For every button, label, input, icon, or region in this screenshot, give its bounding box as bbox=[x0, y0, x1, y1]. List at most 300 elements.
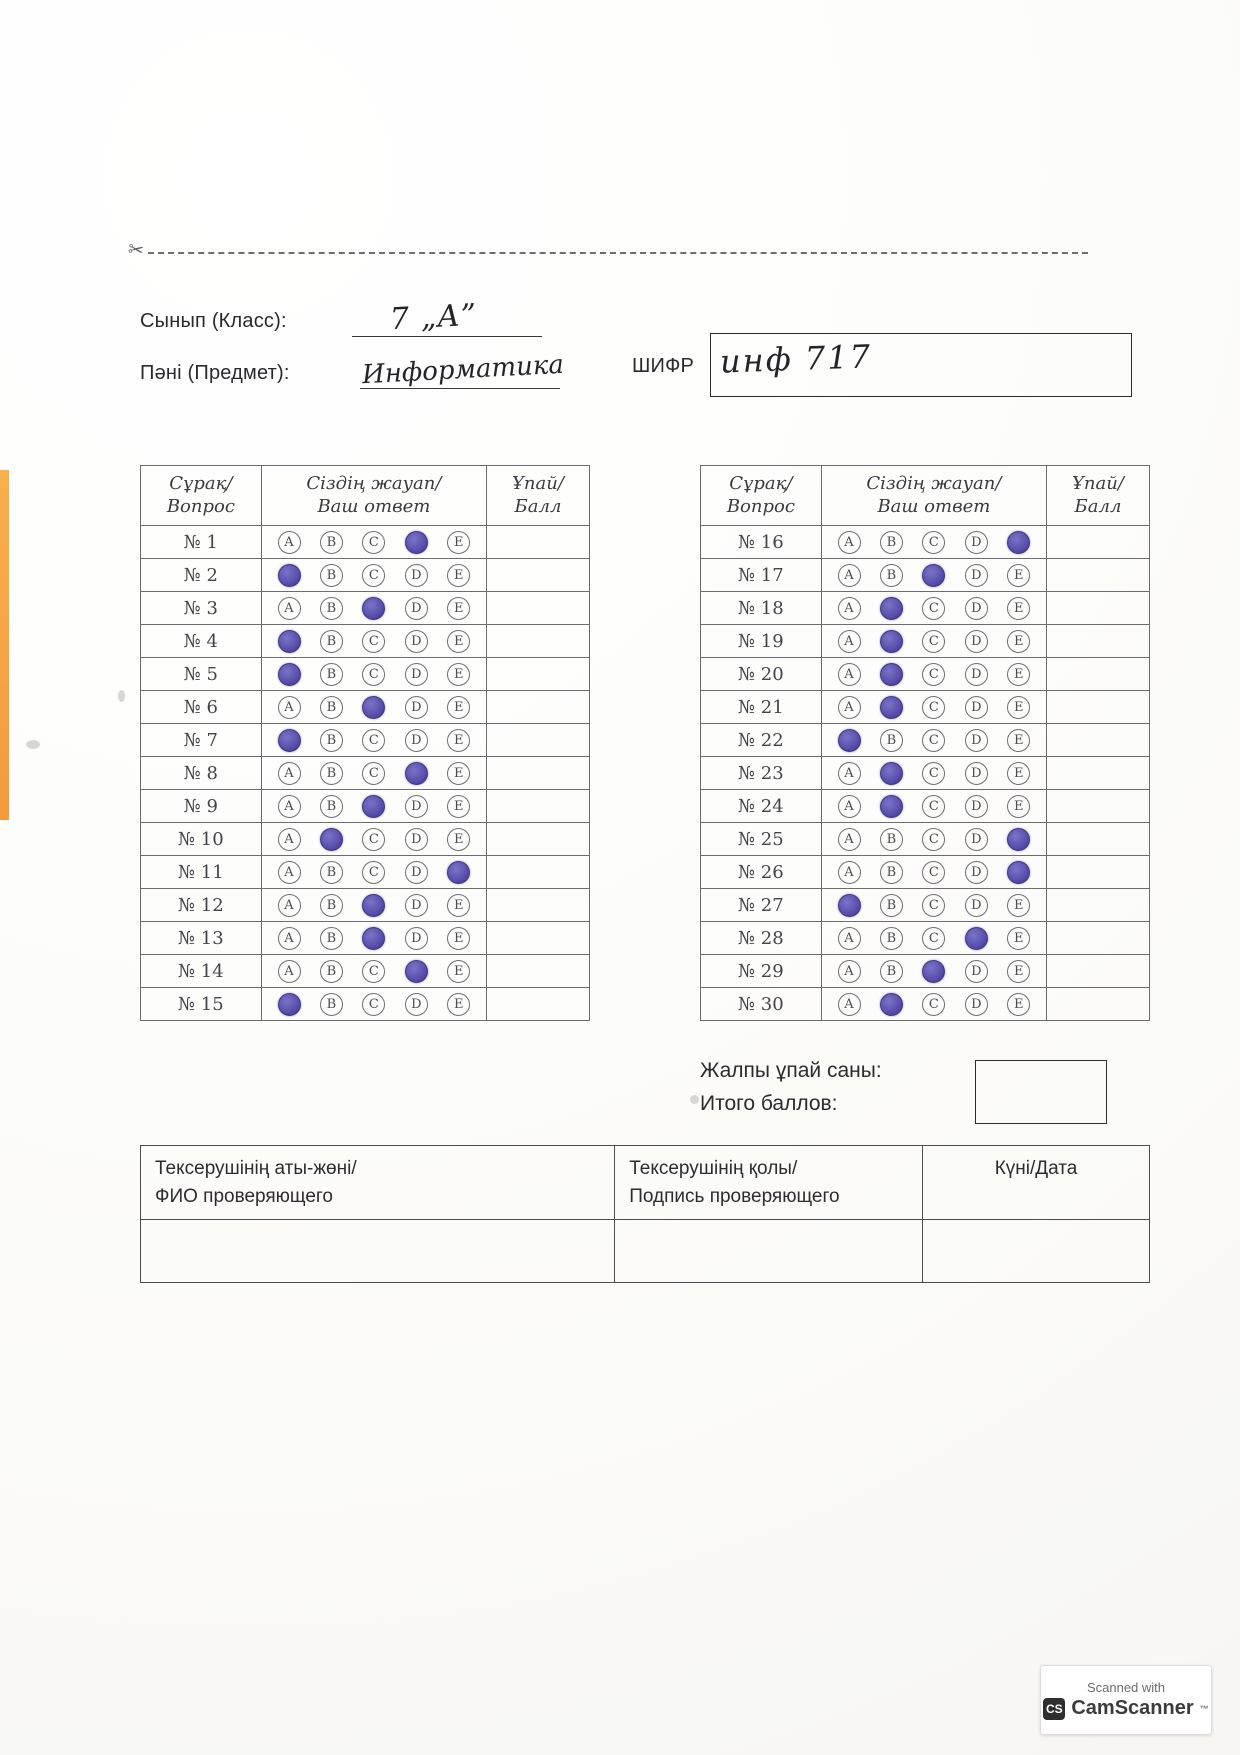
score-cell[interactable] bbox=[486, 922, 589, 955]
answer-bubbles bbox=[261, 988, 486, 1021]
answer-bubble-c[interactable]: C bbox=[922, 597, 945, 620]
answer-bubble-b[interactable] bbox=[880, 696, 903, 719]
question-number: № 21 bbox=[701, 691, 822, 724]
answer-bubble-a[interactable] bbox=[278, 663, 301, 686]
cut-line bbox=[148, 252, 1088, 256]
answer-bubble-d[interactable]: D bbox=[405, 564, 428, 587]
answer-bubble-b[interactable]: B bbox=[880, 531, 903, 554]
table-row bbox=[701, 856, 1150, 889]
answer-bubbles bbox=[261, 922, 486, 955]
checker-date-value[interactable] bbox=[923, 1220, 1150, 1283]
answer-bubble-e[interactable]: E bbox=[1007, 993, 1030, 1016]
answer-bubble-d[interactable]: D bbox=[965, 663, 988, 686]
answer-bubble-c[interactable]: C bbox=[922, 762, 945, 785]
answer-bubble-b[interactable] bbox=[880, 762, 903, 785]
answer-bubble-a[interactable]: A bbox=[838, 630, 861, 653]
answer-bubbles bbox=[821, 922, 1046, 955]
answer-bubble-d[interactable]: D bbox=[965, 597, 988, 620]
answer-bubble-b[interactable]: B bbox=[320, 993, 343, 1016]
answer-bubble-d[interactable]: D bbox=[405, 927, 428, 950]
answer-bubble-d[interactable]: D bbox=[405, 597, 428, 620]
answer-bubble-e[interactable]: E bbox=[447, 630, 470, 653]
answer-bubble-b[interactable] bbox=[320, 828, 343, 851]
score-cell[interactable] bbox=[1046, 625, 1149, 658]
answer-bubble-d[interactable] bbox=[405, 531, 428, 554]
answer-bubble-a[interactable]: A bbox=[838, 696, 861, 719]
answer-bubble-d[interactable]: D bbox=[965, 696, 988, 719]
answer-bubble-e[interactable]: E bbox=[1007, 696, 1030, 719]
table-row bbox=[141, 691, 590, 724]
score-cell[interactable] bbox=[486, 757, 589, 790]
answer-bubble-c[interactable] bbox=[362, 795, 385, 818]
answer-bubble-a[interactable]: A bbox=[838, 663, 861, 686]
question-number: № 14 bbox=[141, 955, 262, 988]
header-answer bbox=[821, 466, 1046, 526]
table-row bbox=[701, 823, 1150, 856]
answer-bubble-d[interactable]: D bbox=[965, 894, 988, 917]
answer-bubble-c[interactable]: C bbox=[922, 828, 945, 851]
score-cell[interactable] bbox=[1046, 790, 1149, 823]
answer-bubbles bbox=[261, 823, 486, 856]
answer-bubble-a[interactable]: A bbox=[278, 894, 301, 917]
header-score-ru: Балл bbox=[1074, 495, 1122, 517]
question-number: № 17 bbox=[701, 559, 822, 592]
answer-bubble-c[interactable]: C bbox=[362, 729, 385, 752]
question-number: № 8 bbox=[141, 757, 262, 790]
question-number: № 10 bbox=[141, 823, 262, 856]
answer-bubble-a[interactable] bbox=[838, 729, 861, 752]
question-number: № 22 bbox=[701, 724, 822, 757]
header-question-ru: Вопрос bbox=[726, 495, 795, 517]
checker-name-header bbox=[141, 1146, 615, 1220]
answer-bubble-c[interactable]: C bbox=[922, 927, 945, 950]
answer-bubble-b[interactable]: B bbox=[320, 696, 343, 719]
answer-bubble-a[interactable]: A bbox=[278, 597, 301, 620]
answer-bubble-b[interactable]: B bbox=[320, 927, 343, 950]
answer-bubble-e[interactable] bbox=[1007, 861, 1030, 884]
question-number: № 15 bbox=[141, 988, 262, 1021]
score-cell[interactable] bbox=[486, 724, 589, 757]
table-row bbox=[141, 988, 590, 1021]
question-number: № 9 bbox=[141, 790, 262, 823]
answer-bubble-d[interactable]: D bbox=[405, 795, 428, 818]
answer-bubble-a[interactable]: A bbox=[278, 927, 301, 950]
class-label: Сынып (Класс): bbox=[140, 310, 287, 332]
header-score-kk: Ұпай/ bbox=[512, 473, 564, 494]
answer-bubbles bbox=[261, 559, 486, 592]
answer-bubble-c[interactable]: C bbox=[922, 696, 945, 719]
answer-bubble-e[interactable]: E bbox=[1007, 630, 1030, 653]
answer-bubble-e[interactable]: E bbox=[1007, 564, 1030, 587]
score-cell[interactable] bbox=[486, 823, 589, 856]
header-answer-ru: Ваш ответ bbox=[317, 495, 431, 517]
answer-bubble-a[interactable]: A bbox=[838, 795, 861, 818]
answer-bubble-c[interactable]: C bbox=[362, 531, 385, 554]
question-number: № 18 bbox=[701, 592, 822, 625]
answer-bubble-d[interactable]: D bbox=[405, 729, 428, 752]
answer-bubble-a[interactable] bbox=[278, 729, 301, 752]
answer-bubble-b[interactable]: B bbox=[880, 894, 903, 917]
question-number: № 25 bbox=[701, 823, 822, 856]
answer-bubble-e[interactable]: E bbox=[447, 696, 470, 719]
shifr-handwritten-value: инф 717 bbox=[719, 337, 873, 381]
checker-sign-ru: Подпись проверяющего bbox=[629, 1185, 840, 1207]
question-number: № 26 bbox=[701, 856, 822, 889]
answer-bubble-e[interactable]: E bbox=[1007, 894, 1030, 917]
answer-bubble-e[interactable]: E bbox=[447, 564, 470, 587]
answer-bubbles bbox=[821, 625, 1046, 658]
answer-bubble-d[interactable] bbox=[405, 960, 428, 983]
score-cell[interactable] bbox=[1046, 691, 1149, 724]
answer-bubble-b[interactable]: B bbox=[320, 663, 343, 686]
answer-bubble-d[interactable]: D bbox=[965, 531, 988, 554]
table-row bbox=[701, 691, 1150, 724]
answer-bubble-d[interactable]: D bbox=[405, 663, 428, 686]
header-score-kk: Ұпай/ bbox=[1072, 473, 1124, 494]
answer-bubble-e[interactable]: E bbox=[1007, 597, 1030, 620]
answer-bubble-d[interactable]: D bbox=[965, 960, 988, 983]
answer-bubble-c[interactable]: C bbox=[362, 861, 385, 884]
answer-bubble-a[interactable]: A bbox=[278, 960, 301, 983]
answer-bubble-d[interactable] bbox=[405, 762, 428, 785]
score-cell[interactable] bbox=[486, 592, 589, 625]
score-cell[interactable] bbox=[486, 559, 589, 592]
answer-bubble-a[interactable] bbox=[838, 894, 861, 917]
answer-bubble-a[interactable]: A bbox=[278, 828, 301, 851]
table-row bbox=[141, 559, 590, 592]
score-cell[interactable] bbox=[1046, 724, 1149, 757]
score-cell[interactable] bbox=[1046, 757, 1149, 790]
score-cell[interactable] bbox=[1046, 658, 1149, 691]
total-score-box[interactable] bbox=[975, 1060, 1107, 1124]
checker-value-row bbox=[141, 1220, 1150, 1283]
question-number: № 7 bbox=[141, 724, 262, 757]
camscanner-logo-icon: CS bbox=[1043, 1698, 1065, 1720]
table-row bbox=[701, 889, 1150, 922]
answer-bubble-e[interactable]: E bbox=[447, 597, 470, 620]
table-row bbox=[701, 955, 1150, 988]
answer-bubbles bbox=[261, 856, 486, 889]
score-cell[interactable] bbox=[486, 790, 589, 823]
answer-bubble-b[interactable]: B bbox=[880, 861, 903, 884]
answer-bubble-e[interactable]: E bbox=[447, 927, 470, 950]
answer-bubble-a[interactable] bbox=[278, 993, 301, 1016]
answer-bubble-e[interactable]: E bbox=[1007, 762, 1030, 785]
answer-bubble-b[interactable]: B bbox=[320, 894, 343, 917]
score-cell[interactable] bbox=[486, 856, 589, 889]
answer-bubble-a[interactable]: A bbox=[278, 696, 301, 719]
table-row bbox=[141, 526, 590, 559]
score-cell[interactable] bbox=[1046, 988, 1149, 1021]
answer-bubble-c[interactable]: C bbox=[922, 894, 945, 917]
answer-bubble-d[interactable]: D bbox=[965, 795, 988, 818]
answer-bubble-b[interactable] bbox=[880, 597, 903, 620]
table-row bbox=[141, 592, 590, 625]
question-number: № 20 bbox=[701, 658, 822, 691]
answer-bubble-e[interactable]: E bbox=[447, 795, 470, 818]
question-number: № 23 bbox=[701, 757, 822, 790]
answer-bubble-c[interactable] bbox=[922, 564, 945, 587]
header-score bbox=[1046, 466, 1149, 526]
table-header-row bbox=[141, 466, 590, 526]
answer-bubble-b[interactable]: B bbox=[320, 762, 343, 785]
answer-bubble-e[interactable]: E bbox=[447, 960, 470, 983]
answer-bubble-b[interactable]: B bbox=[880, 927, 903, 950]
answer-bubbles bbox=[261, 889, 486, 922]
answer-bubble-c[interactable]: C bbox=[922, 531, 945, 554]
answer-bubble-c[interactable]: C bbox=[362, 762, 385, 785]
answer-bubble-d[interactable]: D bbox=[405, 894, 428, 917]
answer-bubble-d[interactable]: D bbox=[405, 630, 428, 653]
answer-bubble-a[interactable]: A bbox=[838, 762, 861, 785]
answer-bubble-d[interactable]: D bbox=[965, 993, 988, 1016]
answer-bubble-e[interactable] bbox=[447, 861, 470, 884]
answer-bubble-e[interactable]: E bbox=[1007, 729, 1030, 752]
watermark-scanned-with: Scanned with bbox=[1086, 1680, 1166, 1695]
checker-name-ru: ФИО проверяющего bbox=[155, 1185, 333, 1207]
answer-bubble-a[interactable]: A bbox=[838, 927, 861, 950]
answer-bubble-b[interactable] bbox=[880, 630, 903, 653]
answer-bubble-b[interactable]: B bbox=[320, 795, 343, 818]
answer-bubbles bbox=[821, 790, 1046, 823]
answer-bubble-d[interactable]: D bbox=[405, 993, 428, 1016]
table-row bbox=[701, 988, 1150, 1021]
answer-bubble-e[interactable]: E bbox=[447, 894, 470, 917]
answer-bubble-a[interactable]: A bbox=[838, 531, 861, 554]
answer-bubble-e[interactable]: E bbox=[1007, 663, 1030, 686]
answer-bubble-e[interactable]: E bbox=[447, 663, 470, 686]
question-number: № 19 bbox=[701, 625, 822, 658]
question-number: № 6 bbox=[141, 691, 262, 724]
table-row bbox=[701, 625, 1150, 658]
answer-bubble-d[interactable]: D bbox=[965, 762, 988, 785]
score-cell[interactable] bbox=[486, 691, 589, 724]
question-number: № 30 bbox=[701, 988, 822, 1021]
answer-bubble-a[interactable]: A bbox=[838, 861, 861, 884]
answer-bubbles bbox=[821, 559, 1046, 592]
answer-bubbles bbox=[821, 823, 1046, 856]
question-number: № 2 bbox=[141, 559, 262, 592]
scan-speck bbox=[118, 690, 125, 702]
question-number: № 13 bbox=[141, 922, 262, 955]
question-number: № 28 bbox=[701, 922, 822, 955]
answer-bubble-c[interactable]: C bbox=[922, 663, 945, 686]
table-row bbox=[141, 658, 590, 691]
score-cell[interactable] bbox=[1046, 922, 1149, 955]
answer-bubble-d[interactable] bbox=[965, 927, 988, 950]
table-row bbox=[701, 790, 1150, 823]
answer-bubble-b[interactable] bbox=[880, 993, 903, 1016]
answer-bubble-c[interactable]: C bbox=[922, 861, 945, 884]
answer-bubble-b[interactable]: B bbox=[320, 861, 343, 884]
header-answer-kk: Сіздің жауап/ bbox=[866, 473, 1002, 494]
answer-bubble-e[interactable]: E bbox=[1007, 795, 1030, 818]
answer-bubble-b[interactable]: B bbox=[880, 960, 903, 983]
answer-bubbles bbox=[261, 757, 486, 790]
answer-bubble-b[interactable]: B bbox=[880, 564, 903, 587]
checker-header-row bbox=[141, 1146, 1150, 1220]
header-answer bbox=[261, 466, 486, 526]
answer-bubble-c[interactable]: C bbox=[362, 630, 385, 653]
answer-bubble-d[interactable]: D bbox=[965, 861, 988, 884]
answer-bubble-a[interactable]: A bbox=[278, 861, 301, 884]
answer-bubble-a[interactable]: A bbox=[838, 828, 861, 851]
camscanner-watermark bbox=[1040, 1665, 1212, 1735]
scan-speck bbox=[690, 1095, 699, 1104]
answer-bubbles bbox=[261, 691, 486, 724]
table-row bbox=[141, 790, 590, 823]
score-cell[interactable] bbox=[486, 658, 589, 691]
answer-bubble-c[interactable]: C bbox=[362, 663, 385, 686]
question-number: № 29 bbox=[701, 955, 822, 988]
score-cell[interactable] bbox=[1046, 592, 1149, 625]
score-cell[interactable] bbox=[486, 889, 589, 922]
table-row bbox=[701, 757, 1150, 790]
header-question-ru: Вопрос bbox=[166, 495, 235, 517]
score-cell[interactable] bbox=[1046, 856, 1149, 889]
answer-bubble-a[interactable] bbox=[278, 564, 301, 587]
class-input-line[interactable] bbox=[352, 336, 542, 337]
answer-bubble-b[interactable]: B bbox=[320, 597, 343, 620]
subject-label: Пәні (Предмет): bbox=[140, 362, 290, 384]
answer-bubble-e[interactable]: E bbox=[1007, 927, 1030, 950]
question-number: № 24 bbox=[701, 790, 822, 823]
watermark-app-name: CamScanner bbox=[1071, 1697, 1194, 1719]
score-cell[interactable] bbox=[486, 988, 589, 1021]
table-row bbox=[701, 724, 1150, 757]
question-number: № 27 bbox=[701, 889, 822, 922]
answer-bubble-a[interactable]: A bbox=[838, 564, 861, 587]
answer-bubble-a[interactable]: A bbox=[838, 960, 861, 983]
answer-bubble-d[interactable]: D bbox=[965, 630, 988, 653]
score-cell[interactable] bbox=[486, 526, 589, 559]
score-cell[interactable] bbox=[486, 625, 589, 658]
total-score-ru: Итого баллов: bbox=[700, 1091, 838, 1115]
answer-bubbles bbox=[261, 526, 486, 559]
score-cell[interactable] bbox=[486, 955, 589, 988]
answer-rows-left bbox=[141, 526, 590, 1021]
table-row bbox=[141, 625, 590, 658]
answer-bubble-e[interactable]: E bbox=[447, 531, 470, 554]
answer-bubble-c[interactable] bbox=[362, 927, 385, 950]
header-question bbox=[141, 466, 262, 526]
answer-bubble-c[interactable] bbox=[362, 597, 385, 620]
answer-bubble-c[interactable] bbox=[362, 894, 385, 917]
checker-name-kk: Тексерушінің аты-жөні/ bbox=[155, 1158, 357, 1179]
header-score-ru: Балл bbox=[514, 495, 562, 517]
table-row bbox=[141, 823, 590, 856]
answer-bubble-b[interactable] bbox=[880, 663, 903, 686]
page-edge-strip bbox=[0, 470, 9, 820]
score-cell[interactable] bbox=[1046, 889, 1149, 922]
answer-bubble-c[interactable]: C bbox=[922, 993, 945, 1016]
question-number: № 3 bbox=[141, 592, 262, 625]
answer-bubble-b[interactable]: B bbox=[880, 828, 903, 851]
answer-bubble-e[interactable]: E bbox=[447, 729, 470, 752]
answer-bubble-c[interactable]: C bbox=[362, 564, 385, 587]
header-answer-ru: Ваш ответ bbox=[877, 495, 991, 517]
answer-bubble-a[interactable] bbox=[278, 630, 301, 653]
answer-bubble-b[interactable]: B bbox=[320, 630, 343, 653]
answer-bubble-d[interactable]: D bbox=[405, 861, 428, 884]
answer-bubble-d[interactable]: D bbox=[965, 828, 988, 851]
answer-bubbles bbox=[821, 889, 1046, 922]
answer-bubble-c[interactable]: C bbox=[922, 729, 945, 752]
answer-table-left bbox=[140, 465, 590, 1021]
answer-bubble-b[interactable]: B bbox=[320, 564, 343, 587]
answer-bubbles bbox=[261, 724, 486, 757]
checker-sign-value[interactable] bbox=[615, 1220, 923, 1283]
question-number: № 16 bbox=[701, 526, 822, 559]
answer-bubble-c[interactable]: C bbox=[922, 795, 945, 818]
checker-name-value[interactable] bbox=[141, 1220, 615, 1283]
answer-bubble-a[interactable]: A bbox=[278, 531, 301, 554]
answer-rows-right bbox=[701, 526, 1150, 1021]
answer-bubble-d[interactable]: D bbox=[405, 828, 428, 851]
answer-bubbles bbox=[821, 526, 1046, 559]
score-cell[interactable] bbox=[1046, 823, 1149, 856]
answer-bubble-e[interactable] bbox=[1007, 531, 1030, 554]
answer-bubble-a[interactable]: A bbox=[278, 762, 301, 785]
header-answer-kk: Сіздің жауап/ bbox=[306, 473, 442, 494]
answer-bubbles bbox=[821, 955, 1046, 988]
checker-table bbox=[140, 1145, 1150, 1283]
answer-bubble-a[interactable]: A bbox=[838, 597, 861, 620]
answer-bubbles bbox=[821, 658, 1046, 691]
table-row bbox=[701, 922, 1150, 955]
answer-bubbles bbox=[261, 955, 486, 988]
answer-bubbles bbox=[821, 724, 1046, 757]
answer-bubble-c[interactable]: C bbox=[362, 993, 385, 1016]
answer-bubble-d[interactable]: D bbox=[965, 729, 988, 752]
answer-bubble-b[interactable]: B bbox=[320, 531, 343, 554]
answer-bubble-b[interactable]: B bbox=[320, 729, 343, 752]
header-score bbox=[486, 466, 589, 526]
answer-bubble-c[interactable] bbox=[922, 960, 945, 983]
question-number: № 1 bbox=[141, 526, 262, 559]
class-handwritten-value: 7 „А” bbox=[389, 297, 479, 338]
answer-bubble-e[interactable]: E bbox=[447, 828, 470, 851]
answer-bubble-e[interactable]: E bbox=[447, 762, 470, 785]
checker-sign-kk: Тексерушінің қолы/ bbox=[629, 1158, 798, 1179]
answer-bubble-c[interactable] bbox=[362, 696, 385, 719]
score-cell[interactable] bbox=[1046, 955, 1149, 988]
answer-bubbles bbox=[821, 691, 1046, 724]
answer-bubble-e[interactable] bbox=[1007, 828, 1030, 851]
answer-bubble-c[interactable]: C bbox=[362, 828, 385, 851]
header-question bbox=[701, 466, 822, 526]
answer-bubble-b[interactable]: B bbox=[320, 960, 343, 983]
answer-bubble-c[interactable]: C bbox=[922, 630, 945, 653]
score-cell[interactable] bbox=[1046, 559, 1149, 592]
answer-bubble-a[interactable]: A bbox=[278, 795, 301, 818]
answer-bubble-a[interactable]: A bbox=[838, 993, 861, 1016]
answer-bubble-c[interactable]: C bbox=[362, 960, 385, 983]
answer-bubbles bbox=[261, 790, 486, 823]
answer-bubble-e[interactable]: E bbox=[447, 993, 470, 1016]
answer-bubble-d[interactable]: D bbox=[405, 696, 428, 719]
score-cell[interactable] bbox=[1046, 526, 1149, 559]
question-number: № 12 bbox=[141, 889, 262, 922]
answer-bubble-d[interactable]: D bbox=[965, 564, 988, 587]
answer-bubbles bbox=[261, 592, 486, 625]
answer-bubble-e[interactable]: E bbox=[1007, 960, 1030, 983]
answer-bubble-b[interactable]: B bbox=[880, 729, 903, 752]
answer-bubble-b[interactable] bbox=[880, 795, 903, 818]
checker-date-header: Күні/Дата bbox=[923, 1146, 1150, 1220]
table-header-row bbox=[701, 466, 1150, 526]
question-number: № 5 bbox=[141, 658, 262, 691]
